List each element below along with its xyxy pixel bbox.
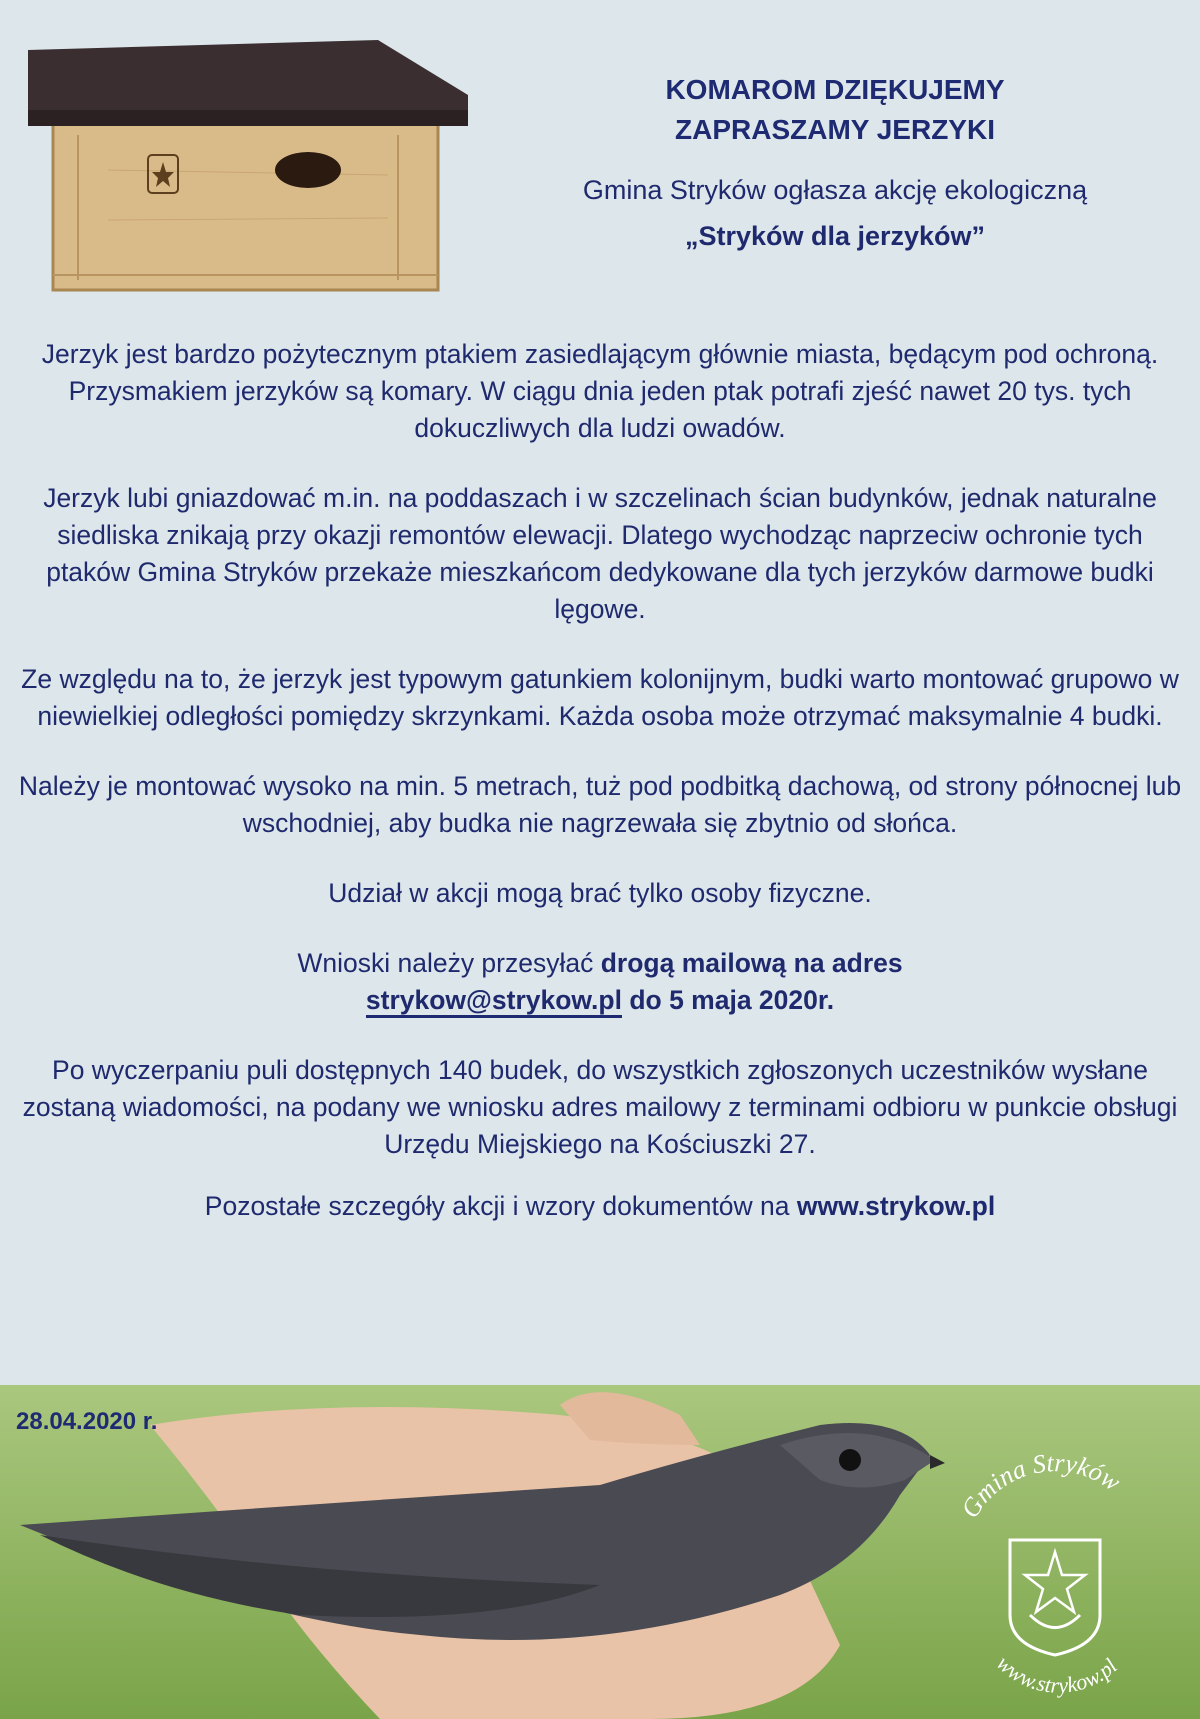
paragraph-1: Jerzyk jest bardzo pożytecznym ptakiem zasiedlającym głównie miasta, będącym pod ochroną. Przysmakiem jerzyków są komary. W ciągu dnia jeden ptak potrafi zjeść nawet 20 tys. tych dokuczliwych dla ludzi owadów.	[41, 339, 1159, 443]
header	[500, 70, 1170, 254]
application-method: drogą mailową na adres	[600, 948, 903, 978]
action-name: „Stryków dla jerzyków”	[684, 221, 986, 251]
title-line-1: KOMAROM DZIĘKUJEMY	[665, 74, 1005, 105]
paragraph-3: Ze względu na to, że jerzyk jest typowym gatunkiem kolonijnym, budki warto montować grupowo w niewielkiej odległości pomiędzy skrzynkami. Każda osoba może otrzymać maksymalnie 4 budki.	[21, 664, 1179, 731]
website-link[interactable]: www.strykow.pl	[796, 1191, 996, 1221]
subtitle: Gmina Stryków ogłasza akcję ekologiczną	[582, 175, 1088, 205]
publication-date: 28.04.2020 r.	[16, 1408, 158, 1435]
gmina-logo	[955, 1440, 1155, 1700]
email-link[interactable]: strykow@strykow.pl	[366, 985, 622, 1018]
birdhouse-image	[28, 40, 520, 300]
paragraph-7-address: Urzędu Miejskiego na Kościuszki 27.	[384, 1129, 816, 1159]
paragraph-2: Jerzyk lubi gniazdować m.in. na poddaszach i w szczelinach ścian budynków, jednak naturalne siedliska znikają przy okazji remontów elewacji. Dlatego wychodząc naprzeciw ochronie tych ptaków Gmina Stryków przekaże mieszkańcom dedykowane dla tych jerzyków darmowe budki lęgowe.	[43, 483, 1157, 624]
application-deadline: do 5 maja 2020r.	[621, 985, 835, 1015]
application-intro: Wnioski należy przesyłać	[297, 948, 601, 978]
details-text: Pozostałe szczegóły akcji i wzory dokumentów na	[204, 1191, 797, 1221]
paragraph-4: Należy je montować wysoko na min. 5 metrach, tuż pod podbitką dachową, od strony północnej lub wschodniej, aby budka nie nagrzewała się zbytnio od słońca.	[18, 771, 1182, 838]
svg-text:www.strykow.pl	[992, 1650, 1122, 1698]
svg-text:Gmina Stryków	[955, 1448, 1126, 1523]
paragraph-5: Udział w akcji mogą brać tylko osoby fizyczne.	[328, 878, 872, 908]
logo-top-text: Gmina Stryków	[955, 1448, 1126, 1524]
logo-bottom-text: www.strykow.pl	[991, 1650, 1122, 1698]
body-text	[15, 336, 1185, 1258]
paragraph-7	[15, 1052, 1185, 1163]
paragraph-7-text: Po wyczerpaniu puli dostępnych 140 budek, do wszystkich zgłoszonych uczestników wysłane zostaną wiadomości, na podany we wniosku adres mailowy z terminami odbioru w punkcie obsługi	[22, 1055, 1178, 1122]
paragraph-6	[15, 945, 1185, 1019]
title-line-2: ZAPRASZAMY JERZYKI	[675, 114, 995, 145]
paragraph-8	[15, 1188, 1185, 1225]
